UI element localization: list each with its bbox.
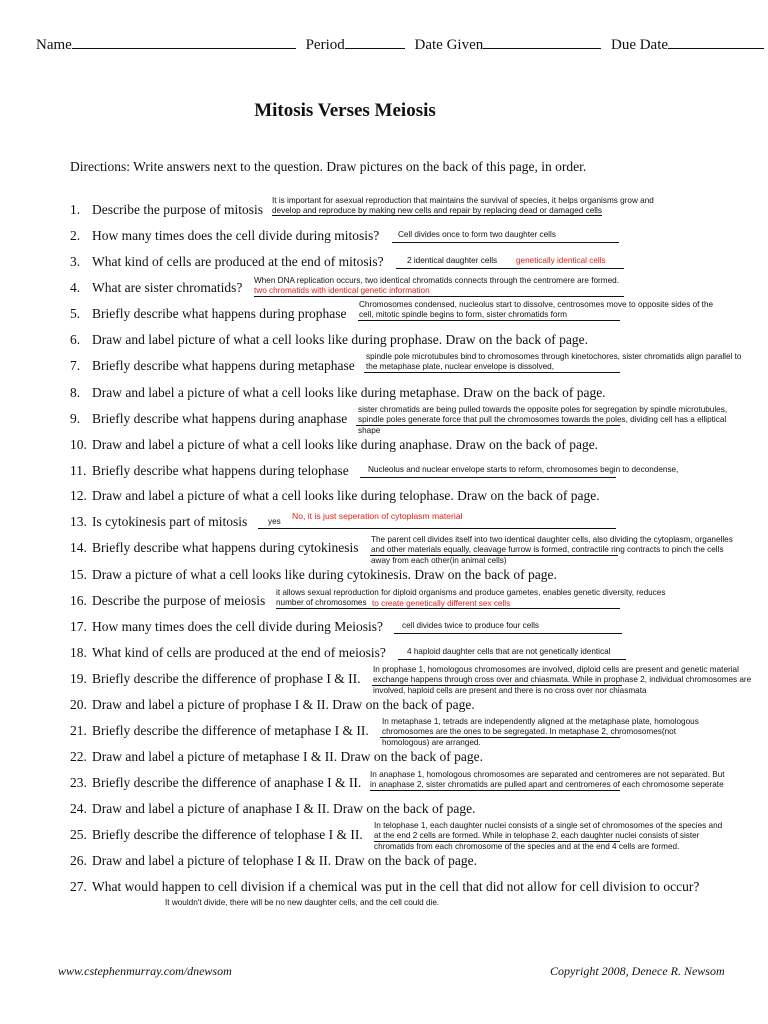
question-3: 3. What kind of cells are produced at the end of mitosis? bbox=[70, 254, 384, 269]
answer-line-18 bbox=[398, 659, 626, 660]
answer-23: In anaphase 1, homologous chromosomes are separated and centromeres are not separated. But in anaphase 2, sister chromatids are pulled apart and centromeres of each chromosome seperate bbox=[370, 770, 725, 790]
answer-line-7 bbox=[364, 372, 620, 373]
date-given-label: Date Given bbox=[414, 37, 484, 53]
due-date-blank[interactable] bbox=[668, 34, 764, 49]
answer-27: It wouldn't divide, there will be no new daughter cells, and the cell could die. bbox=[165, 898, 440, 907]
answer-3: 2 identical daughter cells bbox=[407, 256, 498, 265]
question-1: 1. Describe the purpose of mitosis bbox=[70, 202, 263, 217]
answer-16-line2: number of chromosomes bbox=[276, 598, 367, 607]
answer-line-13 bbox=[258, 528, 616, 529]
question-17: 17. How many times does the cell divide during Meiosis? bbox=[70, 619, 383, 634]
answer-line-16 bbox=[276, 608, 620, 609]
answer-2: Cell divides once to form two daughter cells bbox=[398, 230, 556, 239]
answer-5: Chromosomes condensed, nucleolus start to dissolve, centrosomes move to opposite sides of the cell, mitotic spindle begins to form, sister chromatids form bbox=[359, 300, 714, 320]
question-21: 21. Briefly describe the difference of metaphase I & II. bbox=[70, 723, 369, 738]
answer-line-21 bbox=[380, 737, 620, 738]
name-blank[interactable] bbox=[72, 34, 296, 49]
answer-line-11 bbox=[360, 477, 616, 478]
answer-13: yes bbox=[268, 517, 281, 526]
answer-4-correction: two chromatids with identical genetic information bbox=[254, 286, 430, 295]
answer-line-4 bbox=[254, 296, 624, 297]
answer-line-23 bbox=[370, 790, 620, 791]
answer-9: sister chromatids are being pulled towards the opposite poles for segregation by spindle microtubules, spindle poles generate force that pull the chromosomes towards the poles, dividing cell has a elliptical shape bbox=[358, 405, 728, 435]
answer-17: cell divides twice to produce four cells bbox=[402, 621, 539, 630]
period-blank[interactable] bbox=[345, 34, 405, 49]
question-9: 9. Briefly describe what happens during anaphase bbox=[70, 411, 348, 426]
question-2: 2. How many times does the cell divide during mitosis? bbox=[70, 228, 380, 243]
answer-line-19 bbox=[372, 685, 622, 686]
answer-line-3 bbox=[396, 268, 624, 269]
period-label: Period bbox=[305, 37, 345, 53]
footer-copyright: Copyright 2008, Denece R. Newsom bbox=[550, 964, 725, 978]
question-13: 13. Is cytokinesis part of mitosis bbox=[70, 514, 248, 529]
answer-7: spindle pole microtubules bind to chromosomes through kinetochores, sister chromatids align parallel to the metaphase plate, nuclear envelope is dissolved, bbox=[366, 352, 742, 372]
answer-line-2 bbox=[392, 242, 619, 243]
answer-line-25 bbox=[374, 841, 620, 842]
question-22: 22. Draw and label a picture of metaphase I & II. Draw on the back of page. bbox=[70, 749, 483, 764]
question-23: 23. Briefly describe the difference of anaphase I & II. bbox=[70, 775, 362, 790]
question-20: 20. Draw and label a picture of prophase I & II. Draw on the back of page. bbox=[70, 697, 475, 712]
question-11: 11. Briefly describe what happens during telophase bbox=[70, 463, 349, 478]
directions-text: Directions: Write answers next to the question. Draw pictures on the back of this page, in order. bbox=[70, 159, 587, 174]
question-6: 6. Draw and label picture of what a cell looks like during prophase. Draw on the back of page. bbox=[70, 332, 588, 347]
question-7: 7. Briefly describe what happens during metaphase bbox=[70, 358, 355, 373]
answer-16: it allows sexual reproduction for diploid organisms and produce gametes, enables genetic diversity, reduces bbox=[276, 588, 666, 597]
question-8: 8. Draw and label a picture of what a cell looks like during metaphase. Draw on the back of page. bbox=[70, 385, 606, 400]
answer-18: 4 haploid daughter cells that are not genetically identical bbox=[407, 647, 611, 656]
question-25: 25. Briefly describe the difference of telophase I & II. bbox=[70, 827, 363, 842]
answer-line-5 bbox=[358, 320, 620, 321]
answer-21: In metaphase 1, tetrads are independently aligned at the metaphase plate, homologous chromosomes are the ones to be segregated. In metaphase 2, chromosomes(not homologous) are arranged. bbox=[382, 717, 699, 747]
due-date-label: Due Date bbox=[610, 37, 669, 53]
answer-13-correction: No, it is just seperation of cytoplasm material bbox=[292, 511, 463, 521]
question-5: 5. Briefly describe what happens during prophase bbox=[70, 306, 347, 321]
answer-19: In prophase 1, homologous chromosomes are involved, diploid cells are present and genetic material exchange happens through cross over and chiasmata. While in prophase 2, individual chromosomes are involved, haploid cells are present and there is no cross over nor chiasmata bbox=[373, 665, 752, 695]
answer-line-17 bbox=[394, 633, 622, 634]
question-4: 4. What are sister chromatids? bbox=[70, 280, 243, 295]
question-24: 24. Draw and label a picture of anaphase I & II. Draw on the back of page. bbox=[70, 801, 476, 816]
answer-3-correction: genetically identical cells bbox=[516, 256, 606, 265]
answer-25: In telophase 1, each daughter nuclei consists of a single set of chromosomes of the species and at the end 2 cells are formed. While in telophase 2, each daughter nuclei consists of sister chromatids from each chromosome of the species and at the end 4 cells are formed. bbox=[374, 821, 723, 851]
answer-4: When DNA replication occurs, two identical chromatids connects through the centromere are formed. bbox=[254, 276, 619, 285]
question-18: 18. What kind of cells are produced at the end of meiosis? bbox=[70, 645, 386, 660]
name-label: Name bbox=[36, 37, 72, 53]
question-14: 14. Briefly describe what happens during cytokinesis bbox=[70, 540, 359, 555]
question-16: 16. Describe the purpose of meiosis bbox=[70, 593, 266, 608]
answer-16-correction: to create genetically different sex cells bbox=[372, 599, 511, 608]
question-27: 27. What would happen to cell division if a chemical was put in the cell that did not allow for cell division to occur? bbox=[70, 879, 700, 894]
answer-14: The parent cell divides itself into two identical daughter cells, also dividing the cytoplasm, organelles and other materials equally, cleavage furrow is formed, contractile ring contracts to pinch the cells away from each other(in animal cells) bbox=[371, 535, 733, 565]
question-12: 12. Draw and label a picture of what a cell looks like during telophase. Draw on the back of page. bbox=[70, 488, 600, 503]
footer-website: www.cstephenmurray.com/dnewsom bbox=[58, 964, 232, 978]
header-fields bbox=[36, 34, 764, 54]
answer-line-14 bbox=[370, 555, 618, 556]
question-10: 10. Draw and label a picture of what a cell looks like during anaphase. Draw on the back of page. bbox=[70, 437, 599, 452]
question-15: 15. Draw a picture of what a cell looks like during cytokinesis. Draw on the back of page. bbox=[70, 567, 557, 582]
question-19: 19. Briefly describe the difference of prophase I & II. bbox=[70, 671, 361, 686]
answer-11: Nucleolus and nuclear envelope starts to reform, chromosomes begin to decondense, bbox=[368, 465, 679, 474]
date-given-blank[interactable] bbox=[483, 34, 601, 49]
answer-1: It is important for asexual reproduction that maintains the survival of species, it helps organisms grow and develop and reproduce by making new cells and repair by replacing dead or damaged cells bbox=[272, 196, 654, 216]
question-26: 26. Draw and label a picture of telophase I & II. Draw on the back of page. bbox=[70, 853, 477, 868]
page-title: Mitosis Verses Meiosis bbox=[254, 100, 436, 121]
answer-line-9 bbox=[356, 425, 620, 426]
